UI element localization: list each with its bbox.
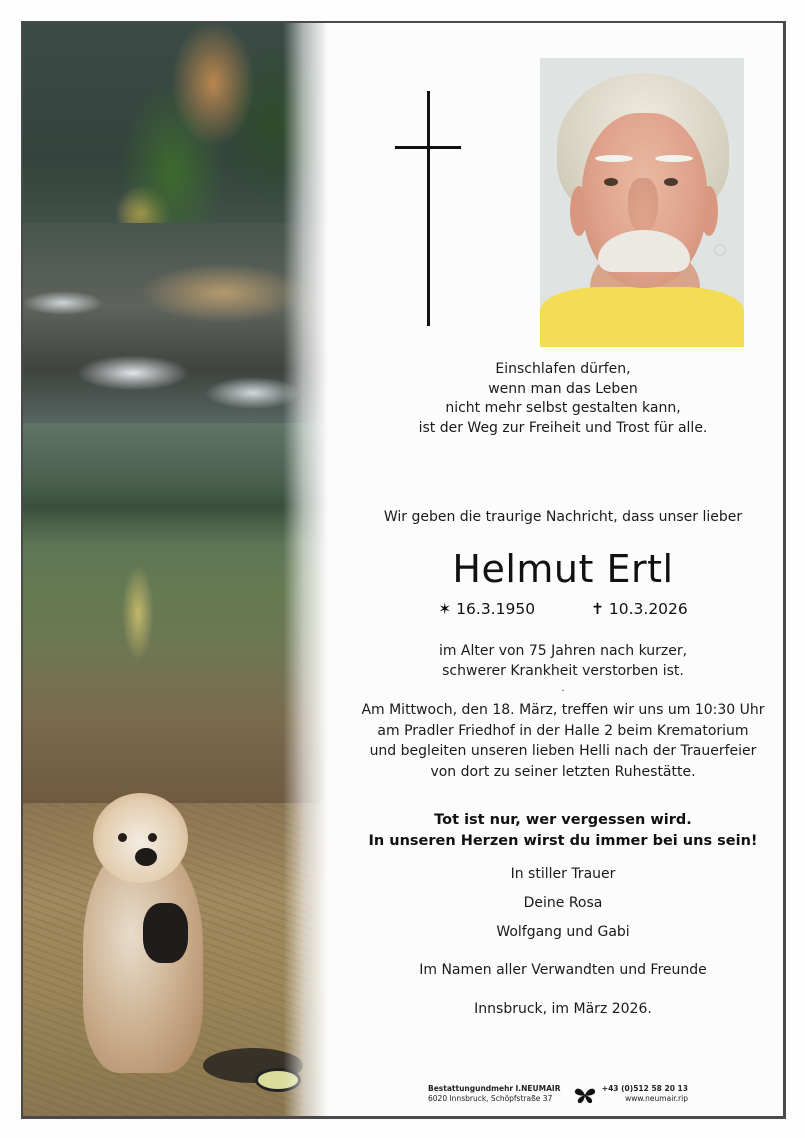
- quote-line: Tot ist nur, wer vergessen wird.: [434, 812, 692, 828]
- deceased-name: Helmut Ertl: [452, 547, 674, 591]
- place-date: Innsbruck, im März 2026.: [474, 1001, 652, 1017]
- separator-dot: .: [561, 683, 565, 694]
- dog-eye: [148, 833, 157, 842]
- poem-line: Einschlafen dürfen,: [495, 361, 631, 377]
- mourners-heading: In stiller Trauer: [510, 866, 616, 882]
- brand-name: I.NEUMAIR: [515, 1084, 561, 1093]
- intro-text: Wir geben die traurige Nachricht, dass unser lieber: [383, 509, 743, 525]
- mourners-others: Im Namen aller Verwandten und Freunde: [419, 962, 707, 978]
- portrait-eyebrow: [655, 155, 693, 162]
- death-cross-icon: ✝: [590, 600, 604, 618]
- contact-info: [602, 1084, 688, 1104]
- ceremony-line: Am Mittwoch, den 18. März, treffen wir uns um 10:30 Uhr: [361, 702, 765, 718]
- funeral-home-footer: [428, 1084, 688, 1108]
- memorial-quote: [343, 810, 783, 851]
- dog-eye: [118, 833, 127, 842]
- portrait-eye: [664, 178, 678, 186]
- poem: [343, 360, 783, 438]
- poem-line: wenn man das Leben: [488, 380, 638, 397]
- life-dates: [343, 600, 783, 618]
- poem-line: nicht mehr selbst gestalten kann,: [445, 400, 681, 416]
- birth-date: 16.3.1950: [456, 600, 536, 618]
- landscape-photo: [23, 23, 328, 1116]
- ceremony-line: und begleiten unseren lieben Helli nach der Trauerfeier: [369, 743, 757, 759]
- dog-snout: [135, 848, 157, 866]
- brand-prefix: Bestattungundmehr: [428, 1084, 514, 1093]
- poem-line: ist der Weg zur Freiheit und Trost für alle.: [418, 419, 708, 436]
- death-notice-card: [21, 21, 786, 1119]
- ceremony-line: von dort zu seiner letzten Ruhestätte.: [430, 763, 696, 780]
- death-date: 10.3.2026: [608, 600, 688, 618]
- birth-star-icon: ✶: [438, 600, 452, 618]
- ceremony-line: am Pradler Friedhof in der Halle 2 beim Krematorium: [377, 722, 749, 739]
- funeral-home-address: 6020 Innsbruck, Schöpfstraße 37: [428, 1094, 553, 1103]
- phone-number: +43 (0)512 58 20 13: [601, 1084, 688, 1093]
- dog-harness: [143, 903, 188, 963]
- portrait-earring: [714, 244, 726, 256]
- funeral-home-info: [428, 1084, 560, 1104]
- butterfly-icon: [573, 1084, 597, 1106]
- portrait-nose: [628, 178, 658, 233]
- portrait-shirt: [540, 287, 744, 347]
- mourner-name: Deine Rosa: [523, 895, 603, 911]
- quote-line: In unseren Herzen wirst du immer bei uns sein!: [368, 832, 758, 849]
- age-line: schwerer Krankheit verstorben ist.: [442, 663, 684, 679]
- ceremony-details: [343, 700, 783, 782]
- portrait-eye: [604, 178, 618, 186]
- portrait-eyebrow: [595, 155, 633, 162]
- dog-head: [93, 793, 188, 883]
- website: www.neumair.rip: [625, 1094, 688, 1103]
- mourner-name: Wolfgang und Gabi: [496, 924, 630, 940]
- image-fade-edge: [283, 23, 328, 1116]
- portrait-photo: [540, 58, 744, 347]
- age-line: im Alter von 75 Jahren nach kurzer,: [438, 643, 688, 659]
- age-text: [343, 641, 783, 681]
